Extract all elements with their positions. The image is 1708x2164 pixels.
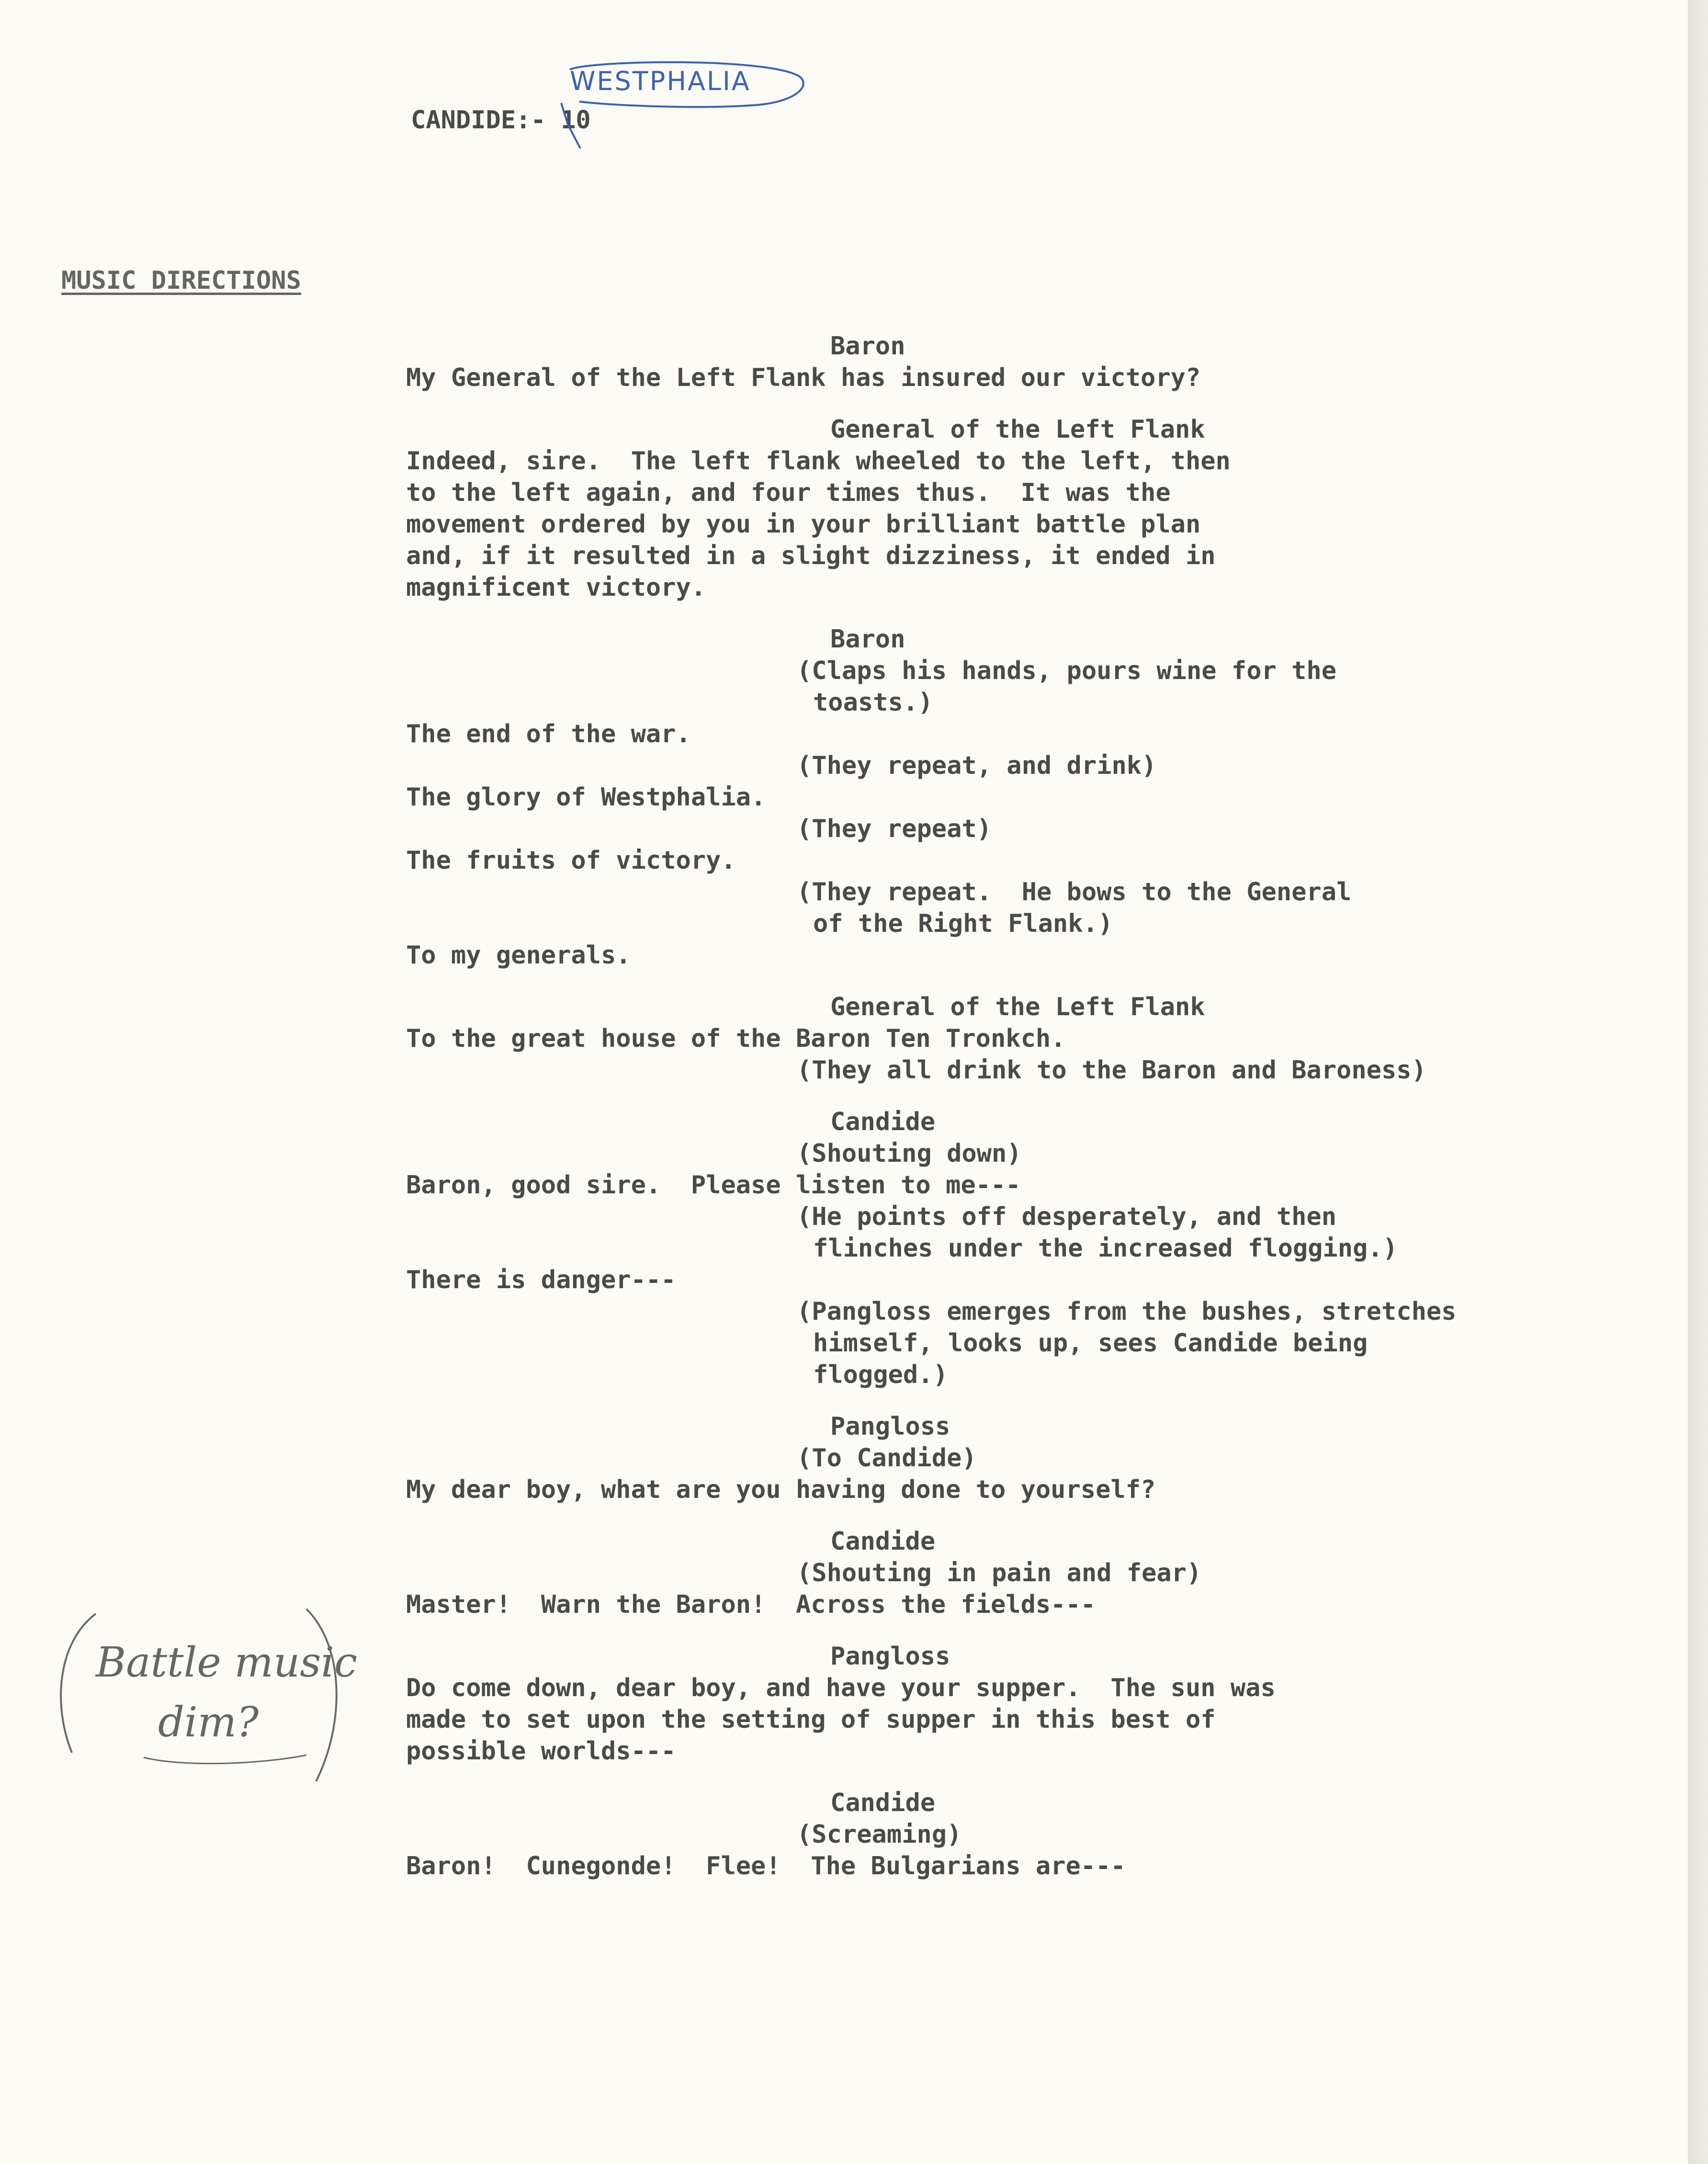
script-line-direction: (They repeat) (797, 815, 992, 843)
script-line-dialogue: The fruits of victory. (406, 846, 736, 875)
script-line-direction: (They repeat. He bows to the General (797, 878, 1352, 906)
handwritten-insert: WESTPHALIA (570, 66, 751, 96)
script-line-dialogue: My dear boy, what are you having done to yourself? (406, 1475, 1156, 1504)
header-title: CANDIDE: (411, 106, 531, 135)
handwritten-insert-loop (551, 57, 819, 168)
script-line-dialogue: There is danger--- (406, 1266, 676, 1294)
script-line-direction: (Claps his hands, pours wine for the (797, 657, 1337, 685)
script-line-speaker: Candide (830, 1789, 936, 1817)
script-line-dialogue: to the left again, and four times thus. It was the (406, 478, 1171, 507)
script-line-direction2: of the Right Flank.) (813, 909, 1113, 938)
script-line-direction2: flogged.) (813, 1360, 948, 1389)
script-line-dialogue: To my generals. (406, 941, 631, 970)
script-line-direction: (He points off desperately, and then (797, 1202, 1337, 1231)
script-line-speaker: General of the Left Flank (830, 993, 1205, 1021)
page-edge-shadow (1688, 0, 1708, 2164)
music-directions-label: MUSIC DIRECTIONS (61, 266, 301, 295)
script-line-direction: (Screaming) (797, 1820, 962, 1849)
script-line-dialogue: To the great house of the Baron Ten Tronkch. (406, 1024, 1066, 1053)
script-line-speaker: General of the Left Flank (830, 415, 1205, 444)
pencil-note-line2: dim? (158, 1699, 259, 1746)
script-line-dialogue: made to set upon the setting of supper in this best of (406, 1705, 1216, 1734)
script-line-direction2: flinches under the increased flogging.) (813, 1234, 1398, 1263)
script-line-direction2: toasts.) (813, 688, 933, 717)
script-line-dialogue: Indeed, sire. The left flank wheeled to the left, then (406, 447, 1231, 476)
script-line-dialogue: Do come down, dear boy, and have your supper. The sun was (406, 1674, 1276, 1702)
script-line-speaker: Pangloss (830, 1412, 950, 1441)
script-line-dialogue: possible worlds--- (406, 1737, 676, 1766)
script-line-speaker: Baron (830, 332, 905, 361)
script-line-direction: (They repeat, and drink) (797, 751, 1157, 780)
script-line-dialogue: Baron, good sire. Please listen to me--- (406, 1171, 1021, 1200)
script-line-direction: (Shouting in pain and fear) (797, 1559, 1202, 1587)
script-line-speaker: Candide (830, 1527, 936, 1556)
script-line-direction2: himself, looks up, sees Candide being (813, 1329, 1368, 1358)
script-line-direction: (Pangloss emerges from the bushes, stretches (797, 1297, 1457, 1326)
script-line-speaker: Candide (830, 1108, 936, 1136)
script-line-speaker: Baron (830, 625, 905, 654)
script-line-dialogue: My General of the Left Flank has insured our victory? (406, 363, 1201, 392)
script-line-dialogue: and, if it resulted in a slight dizziness, it ended in (406, 542, 1216, 570)
header-page-number: - 10 (531, 106, 591, 135)
script-line-direction: (To Candide) (797, 1444, 977, 1473)
script-line-dialogue: Master! Warn the Baron! Across the fields--- (406, 1590, 1096, 1619)
pencil-note-line1: Battle music (96, 1639, 358, 1687)
script-line-dialogue: movement ordered by you in your brilliant battle plan (406, 510, 1201, 539)
script-line-direction: (Shouting down) (797, 1139, 1022, 1168)
script-line-dialogue: The end of the war. (406, 720, 691, 748)
script-line-speaker: Pangloss (830, 1642, 950, 1671)
script-line-dialogue: magnificent victory. (406, 573, 706, 602)
script-line-direction: (They all drink to the Baron and Baroness) (797, 1056, 1426, 1085)
script-line-dialogue: Baron! Cunegonde! Flee! The Bulgarians are--- (406, 1852, 1126, 1881)
script-line-dialogue: The glory of Westphalia. (406, 783, 766, 812)
